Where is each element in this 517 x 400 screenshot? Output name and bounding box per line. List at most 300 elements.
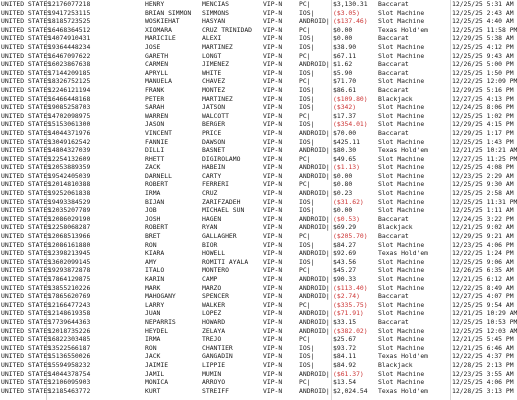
phone-cell: 16023867638 [48,60,91,69]
tier-cell: VIP-N [263,223,283,232]
timestamp-cell: 12/25/25 1:43 PM [452,137,514,146]
table-row [0,223,514,232]
device-cell: IOS| [299,360,315,369]
tier-cell: VIP-N [263,249,283,258]
table-row [0,120,514,129]
device-cell: IOS| [299,42,315,51]
last-name-cell: MICHAEL SUN [202,206,245,215]
country-cell: UNITED STATES [1,343,52,352]
tier-cell: VIP-N [263,360,283,369]
device-cell: ANDROID| [299,163,330,172]
tier-cell: VIP-N [263,85,283,94]
table-row [0,17,514,26]
table-row [0,257,514,267]
first-name-cell: IRMA [145,335,161,344]
timestamp-cell: 12/26/25 6:35 AM [452,266,514,275]
device-cell: ANDROID| [299,189,330,198]
game-cell: Slot Machine [378,335,425,344]
last-name-cell: MUMIN [202,369,222,378]
last-name-cell: CARTY [202,171,222,180]
phone-cell: 12035207789 [48,206,91,215]
first-name-cell: KARIN [145,275,165,283]
first-name-cell: JOB [145,206,157,215]
country-cell: UNITED STATES [1,257,52,266]
table-row [0,94,514,104]
game-cell: Baccarat [378,292,409,301]
timestamp-cell: 12/27/25 4:07 PM [452,292,514,301]
amount-cell: $86.61 [333,85,357,94]
phone-cell: 12246121194 [48,85,91,94]
first-name-cell: MAHOGANY [145,292,176,301]
amount-cell: $38.90 [333,42,357,51]
amount-cell: $71.70 [333,77,357,86]
table-row [0,343,514,353]
country-cell: UNITED STATES [1,283,52,292]
first-name-cell: RHETT [145,154,165,163]
amount-cell: ($3.05) [333,8,360,17]
phone-cell: 14044371976 [48,128,91,137]
last-name-cell: CHANTIER [202,343,233,352]
amount-cell: $5.90 [333,68,353,77]
phone-cell: 12068513966 [48,232,91,241]
device-cell: IOS| [299,94,315,103]
country-cell: UNITED STATES [1,180,52,189]
game-cell: Texas Hold'em [378,352,429,361]
table-row [0,154,517,164]
last-name-cell: ROMITI AYALA [202,257,249,266]
last-name-cell: CRUZ TRINIDAD [202,25,253,34]
game-cell: Baccarat [378,60,409,69]
first-name-cell: HENRY [145,0,165,8]
last-name-cell: WALCOTT [202,111,229,120]
game-cell: Texas Hold'em [378,249,429,258]
first-name-cell: ROBERT [145,180,169,189]
game-cell: Slot Machine [378,111,425,120]
last-name-cell: ZARIFZADEH [202,197,241,206]
amount-cell: $67.11 [333,51,357,60]
amount-cell: $0.00 [333,206,353,215]
device-cell: IOS| [299,352,315,361]
phone-cell: 12254132609 [48,154,91,163]
phone-cell: 16468364512 [48,25,91,34]
country-cell: UNITED STATES [1,317,52,326]
table-row [0,42,514,52]
country-cell: UNITED STATES [1,68,52,77]
first-name-cell: XIOMARA [145,25,172,34]
device-cell: ANDROID| [299,17,330,26]
first-name-cell: MANUELA [145,77,172,86]
table-row [0,60,514,69]
game-cell: Slot Machine [378,189,425,198]
device-cell: IOS| [299,240,315,249]
country-cell: UNITED STATES [1,326,52,335]
country-cell: UNITED STATES [1,171,52,180]
amount-cell: ($31.62) [333,197,364,206]
game-cell: Slot Machine [378,77,425,86]
first-name-cell: GARETH [145,51,169,60]
timestamp-cell: 12/21/25 6:46 AM [452,343,514,352]
country-cell: UNITED STATES [1,309,52,318]
first-name-cell: KIARA [145,249,165,258]
game-cell: Slot Machine [378,369,425,378]
device-cell: IOS| [299,257,315,266]
phone-cell: 12014810388 [48,180,91,189]
tier-cell: VIP-N [263,189,283,198]
timestamp-cell: 12/23/25 2:29 AM [452,171,514,180]
tier-cell: VIP-N [263,171,283,180]
phone-cell: 15153061300 [48,120,91,129]
amount-cell: ($109.80) [333,94,368,103]
last-name-cell: GANGADIN [202,352,233,361]
amount-cell: $1.62 [333,60,353,69]
table-row [0,300,514,310]
game-cell: Texas Hold'em [378,386,429,395]
first-name-cell: KURT [145,386,161,395]
game-cell: Blackjack [378,223,413,232]
game-cell: Baccarat [378,0,409,8]
amount-cell: $0.00 [333,25,353,34]
country-cell: UNITED STATES [1,17,52,26]
device-cell: ANDROID| [299,128,330,137]
phone-cell: 12258068287 [48,223,91,232]
last-name-cell: PRICE [202,128,222,137]
first-name-cell: JOSE [145,42,161,51]
amount-cell: ($71.91) [333,309,364,318]
timestamp-cell: 12/21/25 10:21 AM [452,146,517,155]
last-name-cell: TREJO [202,335,222,344]
timestamp-cell: 12/26/25 5:00 PM [452,60,514,69]
amount-cell: $13.54 [333,378,357,387]
amount-cell: $0.00 [333,34,353,43]
game-cell: Blackjack [378,94,413,103]
table-row [0,171,514,181]
country-cell: UNITED STATES [1,206,52,215]
country-cell: UNITED STATES [1,189,52,198]
device-cell: PC| [299,232,311,241]
tier-cell: VIP-N [263,8,283,17]
game-cell: Slot Machine [378,257,425,266]
game-cell: Blackjack [378,360,413,369]
first-name-cell: BIJAN [145,197,165,206]
first-name-cell: APRYLL [145,68,169,77]
table-row [0,51,514,61]
timestamp-cell: 12/21/25 5:45 PM [452,335,514,344]
amount-cell: $84.11 [333,352,357,361]
game-cell: Slot Machine [378,300,425,309]
last-name-cell: RYAN [202,223,218,232]
tier-cell: VIP-N [263,25,283,34]
last-name-cell: CAMP [202,275,218,283]
phone-cell: 18326752125 [48,77,91,86]
country-cell: UNITED STATES [1,42,52,51]
table-row [0,206,514,215]
table-row [0,240,514,250]
first-name-cell: IRMA [145,189,161,198]
timestamp-cell: 12/25/25 9:30 AM [452,180,514,189]
tier-cell: VIP-N [263,120,283,129]
tier-cell: VIP-N [263,240,283,249]
amount-cell: $17.37 [333,111,357,120]
country-cell: UNITED STATES [1,249,52,258]
country-cell: UNITED STATES [1,292,52,301]
table-row [0,335,514,344]
first-name-cell: NEPARRIS [145,317,176,326]
first-name-cell: DILLI [145,146,165,155]
amount-cell: $49.65 [333,154,357,163]
table-row [0,352,514,361]
table-row [0,214,514,224]
first-name-cell: BRIAN SIMMON [145,8,192,17]
country-cell: UNITED STATES [1,223,52,232]
first-name-cell: FANNIE [145,137,169,146]
tier-cell: VIP-N [263,343,283,352]
game-cell: Slot Machine [378,42,425,51]
device-cell: ANDROID| [299,283,330,292]
device-cell: ANDROID| [299,214,330,223]
phone-cell: 17864129875 [48,275,91,283]
device-cell: IOS| [299,206,315,215]
last-name-cell: FERRERI [202,180,229,189]
tier-cell: VIP-N [263,292,283,301]
game-cell: Slot Machine [378,378,425,387]
amount-cell: $0.80 [333,180,353,189]
table-row [0,197,517,207]
timestamp-cell: 12/29/25 5:38 AM [452,34,514,43]
phone-cell: 12086029190 [48,214,91,223]
tier-cell: VIP-N [263,77,283,86]
last-name-cell: DIGIROLAMO [202,154,241,163]
game-cell: Slot Machine [378,197,425,206]
first-name-cell: MARICILE [145,34,176,43]
phone-cell: 14804327039 [48,146,91,155]
first-name-cell: LARRY [145,300,165,309]
phone-cell: 13522566187 [48,343,91,352]
phone-cell: 19542405039 [48,171,91,180]
last-name-cell: SIMMONS [202,8,229,17]
amount-cell: $84.92 [333,360,357,369]
last-name-cell: WALKER [202,300,226,309]
device-cell: PC| [299,266,311,275]
tier-cell: VIP-N [263,352,283,361]
first-name-cell: FRANK [145,85,165,94]
tier-cell: VIP-N [263,317,283,326]
country-cell: UNITED STATES [1,335,52,344]
table-row [0,232,514,241]
tier-cell: VIP-N [263,111,283,120]
game-cell: Slot Machine [378,51,425,60]
last-name-cell: SPENCER [202,292,229,301]
first-name-cell: JAMIL [145,369,165,378]
phone-cell: 17739644363 [48,317,91,326]
timestamp-cell: 12/25/25 10:53 PM [452,317,517,326]
game-cell: Slot Machine [378,266,425,275]
timestamp-cell: 12/29/25 4:15 PM [452,120,514,129]
phone-cell: 14702098975 [48,111,91,120]
timestamp-cell: 12/22/25 1:24 PM [452,249,514,258]
table-row [0,360,514,370]
amount-cell: $43.56 [333,257,357,266]
timestamp-cell: 12/25/25 4:08 PM [452,163,514,172]
last-name-cell: CRUZ [202,189,218,198]
game-cell: Baccarat [378,317,409,326]
country-cell: UNITED STATES [1,85,52,94]
country-cell: UNITED STATES [1,137,52,146]
timestamp-cell: 12/25/25 4:40 AM [452,17,514,26]
first-name-cell: RON [145,343,157,352]
device-cell: IOS| [299,68,315,77]
last-name-cell: JATSON [202,103,226,112]
device-cell: PC| [299,180,311,189]
first-name-cell: PETER [145,94,165,103]
country-cell: UNITED STATES [1,163,52,172]
amount-cell: ($2.74) [333,292,360,301]
last-name-cell: ZELAYA [202,326,226,335]
phone-cell: 18185723525 [48,17,91,26]
timestamp-cell: 12/25/25 2:58 AM [452,189,514,198]
tier-cell: VIP-N [263,103,283,112]
timestamp-cell: 12/29/25 9:21 AM [452,232,514,241]
device-cell: PC| [299,111,311,120]
first-name-cell: ZACK [145,163,161,172]
tier-cell: VIP-N [263,68,283,77]
first-name-cell: BRET [145,232,161,241]
tier-cell: VIP-N [263,137,283,146]
phone-cell: 19364448234 [48,42,91,51]
phone-cell: 13855210226 [48,283,91,292]
game-cell: Slot Machine [378,275,425,283]
country-cell: UNITED STATES [1,300,52,309]
country-cell: UNITED STATES [1,266,52,275]
device-cell: PC| [299,25,311,34]
last-name-cell: JIMENEZ [202,60,229,69]
table-row [0,77,517,86]
tier-cell: VIP-N [263,180,283,189]
device-cell: ANDROID| [299,146,330,155]
amount-cell: ($205.70) [333,232,368,241]
game-cell: Slot Machine [378,8,425,17]
amount-cell: ($354.01) [333,120,368,129]
tier-cell: VIP-N [263,17,283,26]
last-name-cell: LONGT [202,51,222,60]
country-cell: UNITED STATES [1,111,52,120]
device-cell: IOS| [299,103,315,112]
tier-cell: VIP-N [263,128,283,137]
last-name-cell: LOPEZ [202,309,222,318]
first-name-cell: JUAN [145,309,161,318]
game-cell: Slot Machine [378,17,425,26]
amount-cell: $0.00 [333,171,353,180]
country-cell: UNITED STATES [1,94,52,103]
last-name-cell: DAWSON [202,137,226,146]
game-cell: Slot Machine [378,163,425,172]
timestamp-cell: 12/25/25 2:43 AM [452,8,514,17]
first-name-cell: ROBERT [145,223,169,232]
country-cell: UNITED STATES [1,232,52,241]
device-cell: ANDROID| [299,386,330,395]
amount-cell: $84.27 [333,240,357,249]
amount-cell: $93.72 [333,343,357,352]
country-cell: UNITED STATES [1,352,52,361]
timestamp-cell: 12/25/25 4:06 PM [452,378,514,387]
phone-cell: 13049162542 [48,137,91,146]
table-row [0,146,517,155]
table-row [0,25,517,35]
timestamp-cell: 12/23/25 4:06 PM [452,240,514,249]
device-cell: IOS| [299,137,315,146]
tier-cell: VIP-N [263,326,283,335]
amount-cell: $3,130.31 [333,0,368,8]
device-cell: ANDROID| [299,326,330,335]
table-row [0,163,514,172]
device-cell: PC| [299,300,311,309]
country-cell: UNITED STATES [1,34,52,43]
country-cell: UNITED STATES [1,378,52,387]
first-name-cell: SARAH [145,103,165,112]
device-cell: IOS| [299,197,315,206]
amount-cell: ($113.40) [333,283,368,292]
last-name-cell: LIPPIE [202,360,226,369]
first-name-cell: VINCENT [145,128,172,137]
last-name-cell: GALLAGHER [202,232,237,241]
tier-cell: VIP-N [263,154,283,163]
device-cell: ANDROID| [299,369,330,378]
last-name-cell: CHAVEZ [202,77,226,86]
country-cell: UNITED STATES [1,154,52,163]
game-cell: Slot Machine [378,343,425,352]
timestamp-cell: 12/21/25 6:12 AM [452,275,514,283]
first-name-cell: WOSKIEHAT [145,17,180,26]
phone-cell: 12398213945 [48,249,91,258]
game-cell: Slot Machine [378,137,425,146]
first-name-cell: JOSH [145,214,161,223]
tier-cell: VIP-N [263,335,283,344]
phone-cell: 19293872878 [48,266,91,275]
phone-cell: 13602099145 [48,257,91,266]
device-cell: IOS| [299,85,315,94]
phone-cell: 15136550026 [48,352,91,361]
first-name-cell: MONICA [145,378,169,387]
game-cell: Texas Hold'em [378,25,429,34]
tier-cell: VIP-N [263,60,283,69]
tier-cell: VIP-N [263,197,283,206]
country-cell: UNITED STATES [1,128,52,137]
table-row [0,189,514,198]
phone-cell: 12148619358 [48,309,91,318]
last-name-cell: BIOR [202,240,218,249]
first-name-cell: JAIMIE [145,360,169,369]
last-name-cell: HABEIN [202,163,226,172]
phone-cell: 19417253115 [48,8,91,17]
first-name-cell: JACK [145,352,161,361]
device-cell: IOS| [299,8,315,17]
last-name-cell: HAGEN [202,214,222,223]
amount-cell: $425.11 [333,137,360,146]
device-cell: PC| [299,77,311,86]
device-cell: PC| [299,335,311,344]
amount-cell: ($342) [333,103,357,112]
timestamp-cell: 12/25/25 11:58 PM [452,25,517,34]
timestamp-cell: 12/24/25 8:06 PM [452,103,514,112]
table-row [0,180,514,189]
game-cell: Slot Machine [378,206,425,215]
last-name-cell: HOWARD [202,317,226,326]
country-cell: UNITED STATES [1,360,52,369]
table-row [0,309,517,318]
table-row [0,266,514,275]
game-cell: Slot Machine [378,240,425,249]
timestamp-cell: 12/24/25 3:22 PM [452,214,514,223]
timestamp-cell: 12/22/25 12:09 PM [452,77,517,86]
